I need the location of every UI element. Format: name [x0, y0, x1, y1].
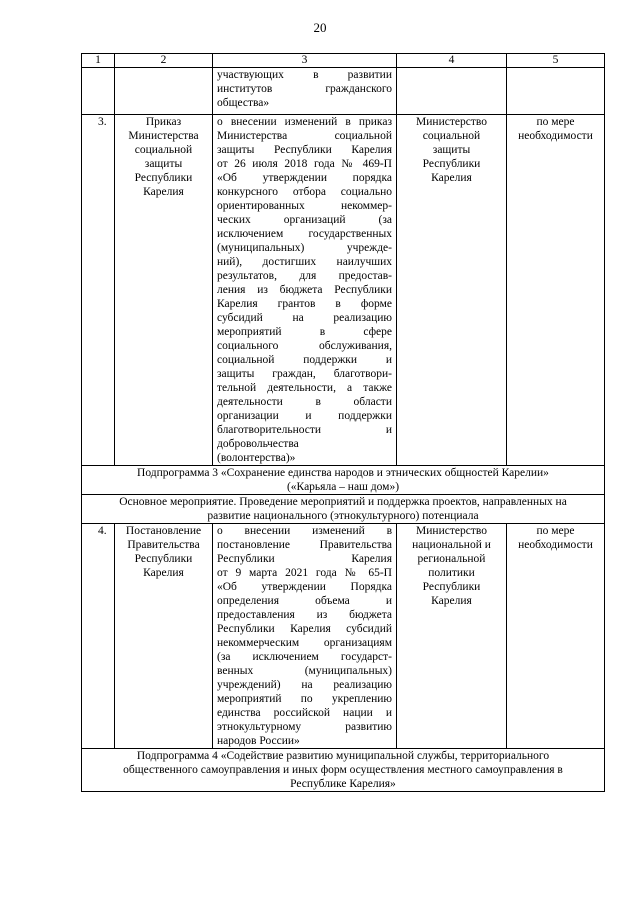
- text-line: Приказ: [145, 116, 182, 128]
- text-line: Министерство: [416, 525, 487, 537]
- text-line: Постановление: [125, 525, 202, 537]
- row3-deadline: [507, 115, 605, 466]
- header-col-2: 2: [115, 54, 213, 68]
- row4-responsible: [397, 524, 507, 749]
- text-line: (муниципальных) учрежде-: [217, 242, 392, 254]
- text-line: Основное мероприятие. Проведение мероприятий и поддержка проектов, направленных на: [119, 496, 567, 508]
- subprogram-3-row: [82, 466, 605, 495]
- text-line: по мере: [536, 116, 575, 128]
- row3-document-title: [213, 115, 397, 466]
- row3-number: 3.: [82, 115, 115, 466]
- text-line: необходимости: [518, 130, 593, 142]
- text-line: (за исключением государст-: [217, 651, 392, 663]
- text-line: социальной: [134, 144, 193, 156]
- row3-responsible: [397, 115, 507, 466]
- text-line: Республики Карелия субсидий: [217, 623, 392, 635]
- text-line: Республики: [422, 581, 481, 593]
- text-line: конкурсного отбора социально: [217, 186, 392, 198]
- text-line: Республике Карелия»: [290, 778, 396, 790]
- text-line: («Карьяла – наш дом»): [286, 481, 400, 493]
- text-line: народов России»: [217, 735, 300, 747]
- text-line: общественного самоуправления и иных форм осуществления местного самоуправления в: [123, 764, 563, 776]
- text-line: защиты граждан, благотвори-: [217, 368, 392, 380]
- text-line: по мере: [536, 525, 575, 537]
- text-line: венных (муниципальных): [217, 665, 392, 677]
- text-line: предоставления из бюджета: [217, 609, 392, 621]
- text-line: тельной деятельности, а также: [217, 382, 392, 394]
- header-col-4: 4: [397, 54, 507, 68]
- subprogram-3-heading: [82, 466, 605, 495]
- row4-number: 4.: [82, 524, 115, 749]
- table-row-4: [82, 524, 605, 749]
- text-line: Республики: [134, 553, 193, 565]
- text-line: учреждений) на реализацию: [217, 679, 392, 691]
- text-line: Карелия: [143, 567, 184, 579]
- text-line: Республики: [422, 158, 481, 170]
- row4-document-title: [213, 524, 397, 749]
- main-event-row: [82, 495, 605, 524]
- text-line: ориентированных некоммер-: [217, 200, 392, 212]
- text-line: «Об утверждении Порядка: [217, 581, 392, 593]
- text-line: организации и поддержки: [217, 410, 392, 422]
- text-line: добровольчества: [217, 438, 299, 450]
- text-line: благотворительности и: [217, 424, 392, 436]
- text-line: этнокультурному развитию: [217, 721, 392, 733]
- document-table: [81, 53, 605, 792]
- header-col-3: 3: [213, 54, 397, 68]
- header-col-5: 5: [507, 54, 605, 68]
- text-line: некоммерческим организациям: [217, 637, 392, 649]
- text-line: национальной и: [412, 539, 491, 551]
- page-number: 20: [313, 20, 327, 35]
- text-line: ления из бюджета Республики: [217, 284, 392, 296]
- text-line: определения объема и: [217, 595, 392, 607]
- text-line: субсидий на реализацию: [217, 312, 392, 324]
- text-line: необходимости: [518, 539, 593, 551]
- text-line: результатов, для предостав-: [217, 270, 392, 282]
- text-line: Министерства: [128, 130, 199, 142]
- text-line: Карелия грантов в форме: [217, 298, 392, 310]
- cont-col-5: [507, 68, 605, 115]
- text-line: Подпрограмма 3 «Сохранение единства народов и этнических общностей Карелии»: [137, 467, 549, 479]
- text-line: защиты: [432, 144, 471, 156]
- text-line: социальной: [422, 130, 481, 142]
- text-line: исключением государственных: [217, 228, 392, 240]
- text-line: мероприятий в сфере: [217, 326, 392, 338]
- text-line: Правительства: [127, 539, 200, 551]
- text-line: Подпрограмма 4 «Содействие развитию муниципальной службы, территориального: [136, 750, 550, 762]
- text-line: социальной поддержки и: [217, 354, 392, 366]
- text-line: Республики: [134, 172, 193, 184]
- text-line: от 9 марта 2021 года № 65-П: [217, 567, 392, 579]
- text-line: о внесении изменений в приказ: [217, 116, 392, 128]
- table-header-row: [82, 54, 605, 68]
- header-col-1: 1: [82, 54, 115, 68]
- continuation-row: [82, 68, 605, 115]
- text-line: мероприятий по укреплению: [217, 693, 392, 705]
- row3-document-type: [115, 115, 213, 466]
- row4-deadline: [507, 524, 605, 749]
- text-line: ческих организаций (за: [217, 214, 392, 226]
- text-line: деятельности в области: [217, 396, 392, 408]
- text-line: Министерства социальной: [217, 130, 392, 142]
- row4-document-type: [115, 524, 213, 749]
- cont-col-2: [115, 68, 213, 115]
- text-line: от 26 июля 2018 года № 469-П: [217, 158, 392, 170]
- subprogram-4-heading: [82, 749, 605, 792]
- text-line: «Об утверждении порядка: [217, 172, 392, 184]
- text-line: (волонтерства)»: [217, 452, 296, 464]
- text-line: защиты Республики Карелия: [217, 144, 392, 156]
- table-row-3: [82, 115, 605, 466]
- text-line: политики: [428, 567, 475, 579]
- text-line: региональной: [417, 553, 486, 565]
- text-line: защиты: [144, 158, 183, 170]
- cont-col-3: [213, 68, 397, 115]
- text-line: Карелия: [143, 186, 184, 198]
- text-line: ний), достигших наилучших: [217, 256, 392, 268]
- main-event-heading: [82, 495, 605, 524]
- cont-col-1: [82, 68, 115, 115]
- text-line: Министерство: [416, 116, 487, 128]
- subprogram-4-row: [82, 749, 605, 792]
- text-line: развитие национального (этнокультурного) потенциала: [207, 510, 479, 522]
- text-line: институтов гражданского: [217, 83, 392, 95]
- text-line: общества»: [217, 97, 270, 109]
- text-line: единства российской нации и: [217, 707, 392, 719]
- text-line: социального обслуживания,: [217, 340, 392, 352]
- text-line: Карелия: [431, 595, 472, 607]
- text-line: Карелия: [431, 172, 472, 184]
- text-line: участвующих в развитии: [217, 69, 392, 81]
- text-line: о внесении изменений в: [217, 525, 392, 537]
- text-line: постановление Правительства: [217, 539, 392, 551]
- text-line: Республики Карелия: [217, 553, 392, 565]
- cont-col-4: [397, 68, 507, 115]
